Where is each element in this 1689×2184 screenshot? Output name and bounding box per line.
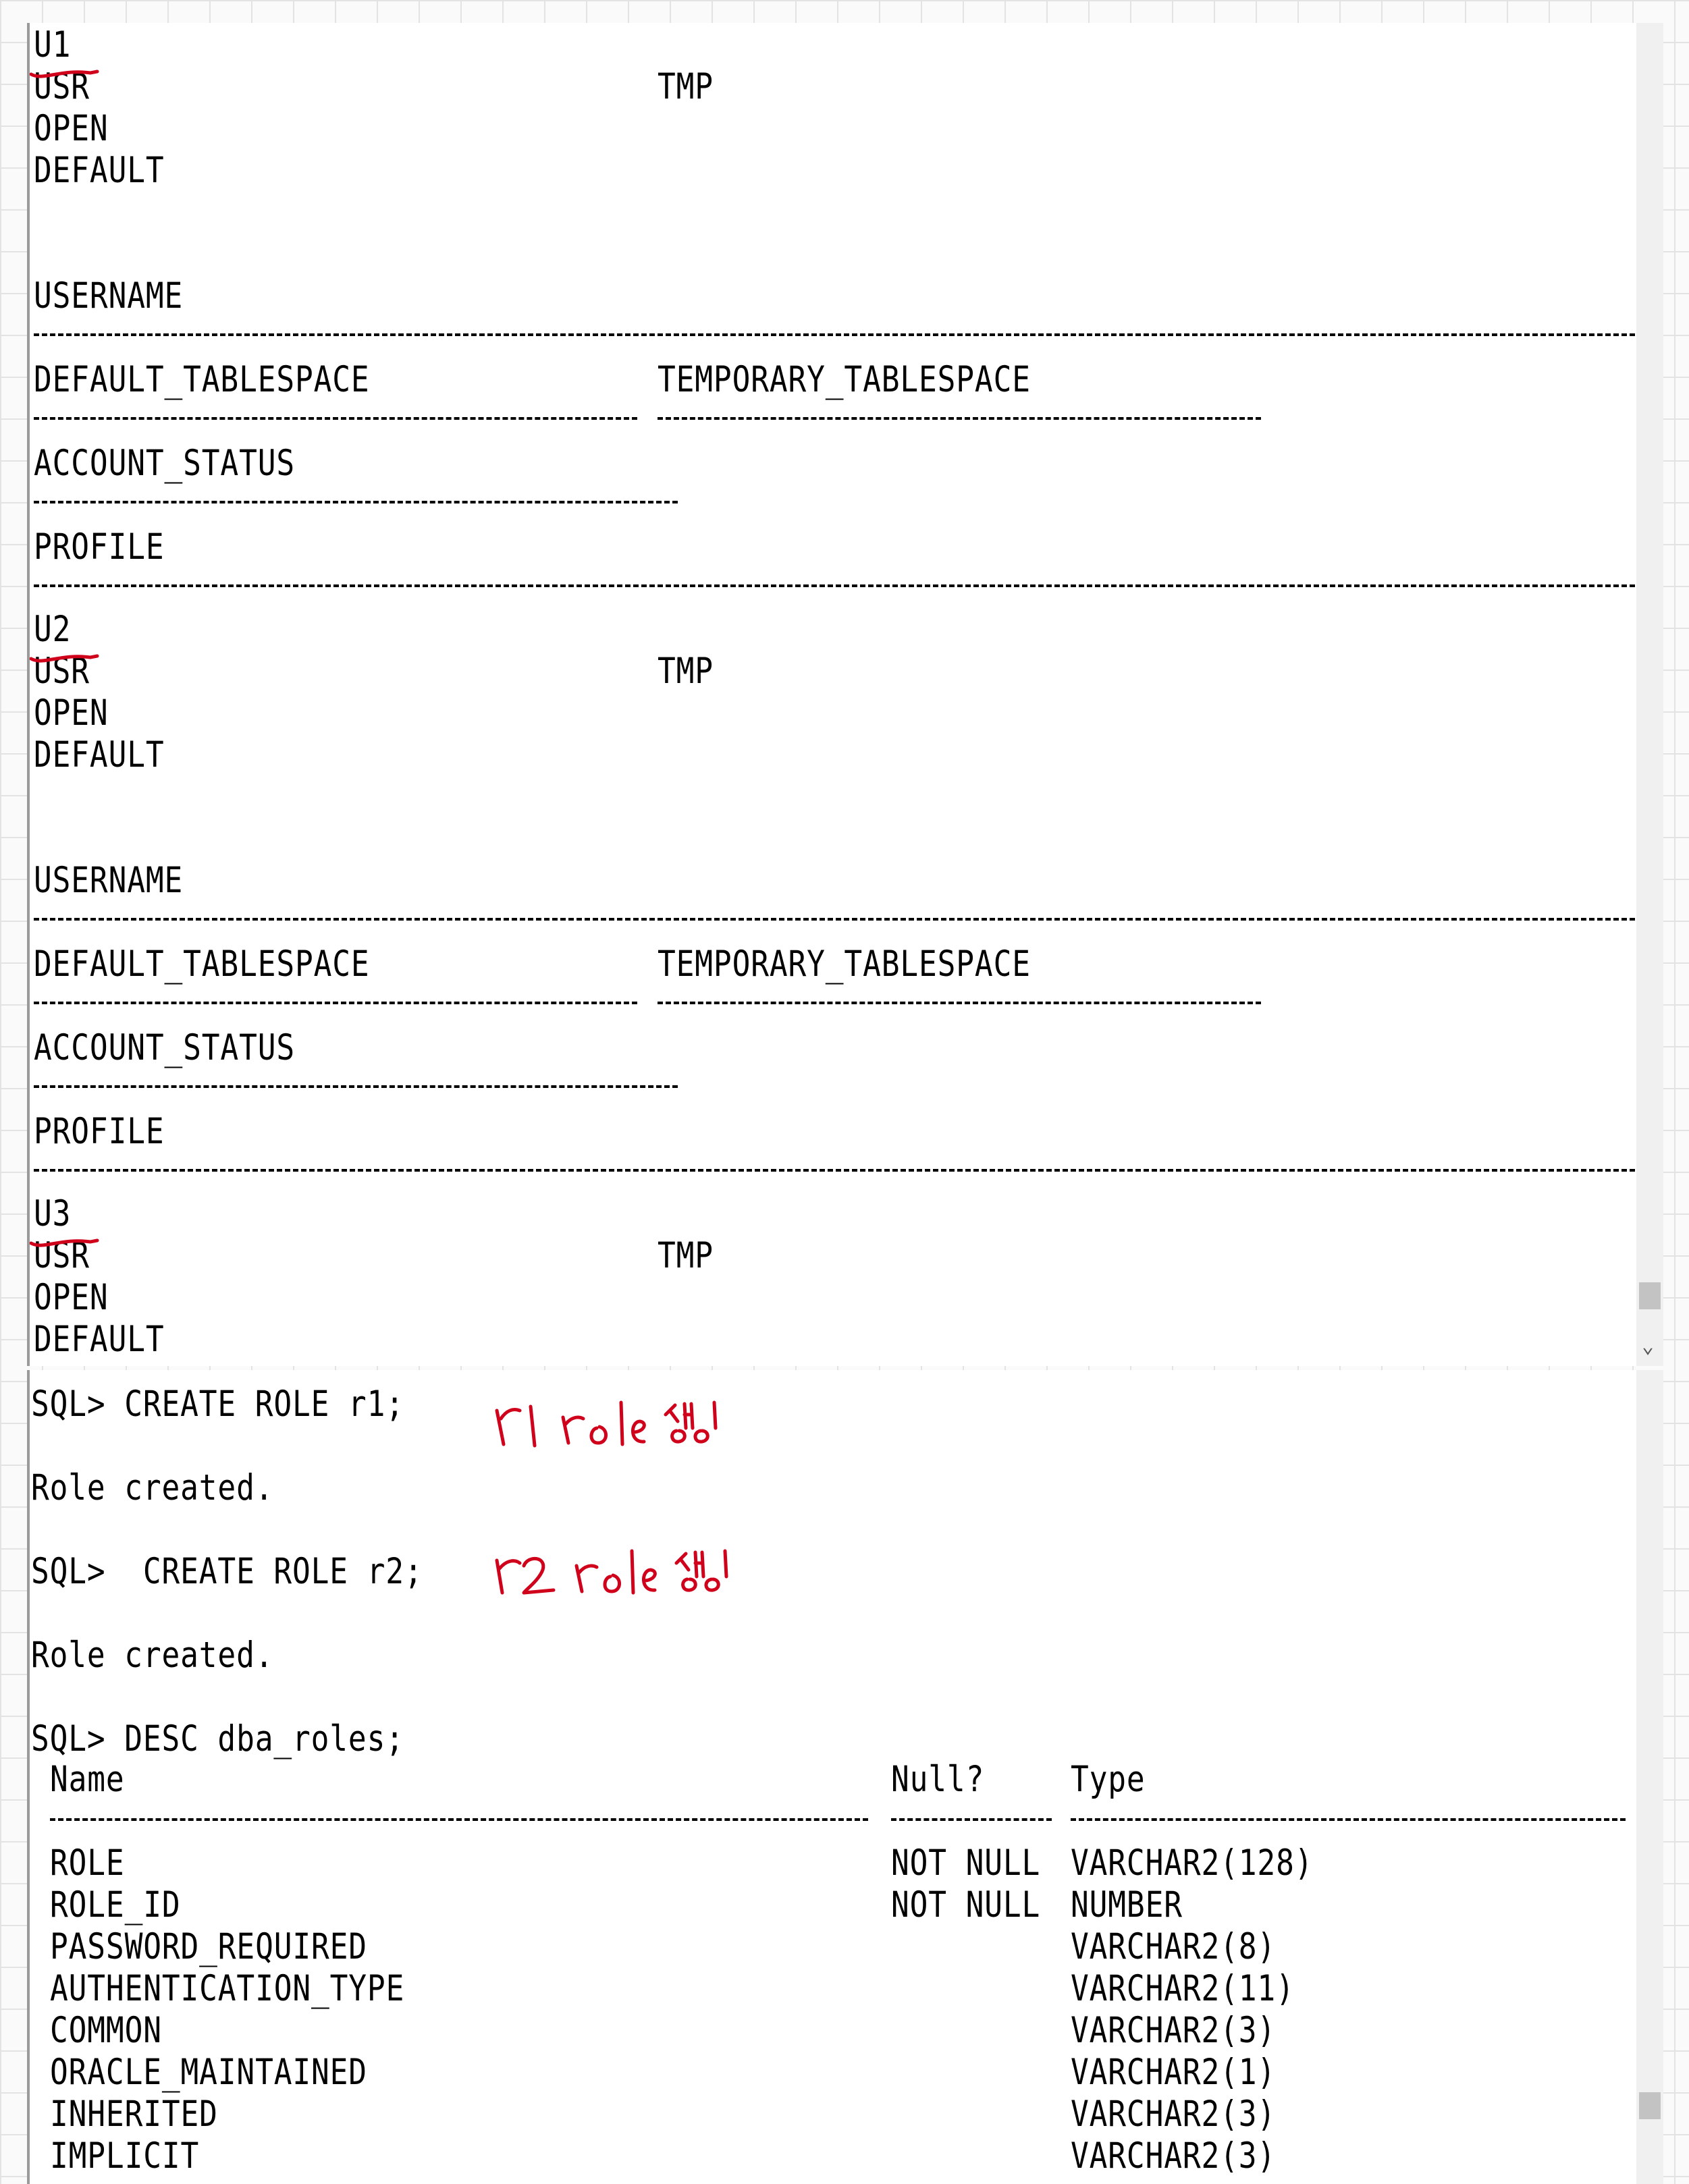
header-profile: PROFILE [34, 1111, 165, 1152]
row-username: U2 [34, 609, 72, 650]
row-account-status: OPEN [34, 692, 109, 734]
vertical-scrollbar[interactable] [1636, 23, 1663, 1366]
header-account-status: ACCOUNT_STATUS [34, 1027, 296, 1068]
row-default-tablespace: USR [34, 66, 90, 107]
row-profile: DEFAULT [34, 1319, 165, 1360]
sql-result: Role created. [31, 1467, 274, 1508]
desc-col-type: VARCHAR2(3) [1071, 2010, 1277, 2051]
row-temporary-tablespace: TMP [658, 651, 714, 692]
desc-col-name: PASSWORD_REQUIRED [50, 1926, 367, 1967]
desc-col-null: NOT NULL [891, 1842, 1041, 1884]
header-temporary-tablespace: TEMPORARY_TABLESPACE [658, 359, 1031, 400]
separator-line [34, 1085, 678, 1088]
desc-header-type: Type [1071, 1759, 1146, 1800]
sql-command: SQL> CREATE ROLE r1; [31, 1384, 404, 1425]
chevron-down-icon[interactable]: ⌄ [1642, 1334, 1655, 1358]
separator-line [658, 417, 1261, 420]
row-username: U1 [34, 24, 72, 65]
separator-line [34, 333, 1643, 336]
separator-line [658, 1002, 1261, 1004]
row-profile: DEFAULT [34, 150, 165, 191]
desc-col-name: ORACLE_MAINTAINED [50, 2052, 367, 2093]
header-username: USERNAME [34, 860, 184, 901]
header-default-tablespace: DEFAULT_TABLESPACE [34, 359, 370, 400]
header-default-tablespace: DEFAULT_TABLESPACE [34, 944, 370, 985]
desc-col-type: VARCHAR2(1) [1071, 2052, 1277, 2093]
header-temporary-tablespace: TEMPORARY_TABLESPACE [658, 944, 1031, 985]
sqlplus-output-bottom [27, 1370, 1663, 2184]
scrollbar-thumb[interactable] [1639, 2092, 1661, 2119]
header-account-status: ACCOUNT_STATUS [34, 443, 296, 484]
handwritten-underline [30, 65, 104, 85]
row-account-status: OPEN [34, 1277, 109, 1318]
desc-col-type: VARCHAR2(3) [1071, 2135, 1277, 2177]
sql-command: SQL> DESC dba_roles; [31, 1718, 404, 1759]
separator-line [34, 584, 1643, 587]
handwritten-annotation-r2 [489, 1539, 840, 1613]
row-profile: DEFAULT [34, 734, 165, 775]
row-temporary-tablespace: TMP [658, 66, 714, 107]
row-default-tablespace: USR [34, 1235, 90, 1276]
separator-line [34, 918, 1643, 921]
separator-line [34, 417, 637, 420]
separator-line [891, 1818, 1052, 1821]
separator-line [34, 1002, 637, 1004]
handwritten-underline [30, 649, 104, 670]
desc-col-type: VARCHAR2(8) [1071, 1926, 1277, 1967]
handwritten-annotation-r1 [489, 1390, 840, 1465]
separator-line [34, 1169, 1643, 1172]
annotation-text-r1 [745, 1397, 782, 1407]
desc-col-type: NUMBER [1071, 1884, 1183, 1926]
row-username: U3 [34, 1193, 72, 1234]
header-profile: PROFILE [34, 526, 165, 568]
desc-col-name: ROLE [50, 1842, 125, 1884]
sql-command: SQL> CREATE ROLE r2; [31, 1551, 423, 1592]
desc-col-name: COMMON [50, 2010, 162, 2051]
sqlplus-output-top [27, 23, 1663, 1366]
handwritten-underline [30, 1234, 104, 1254]
row-account-status: OPEN [34, 108, 109, 149]
separator-line [1071, 1818, 1626, 1821]
desc-header-null: Null? [891, 1759, 985, 1800]
desc-col-name: INHERITED [50, 2094, 218, 2135]
separator-line [50, 1818, 868, 1821]
desc-col-name: AUTHENTICATION_TYPE [50, 1968, 405, 2009]
desc-col-type: VARCHAR2(128) [1071, 1842, 1314, 1884]
desc-col-name: ROLE_ID [50, 1884, 181, 1926]
annotation-text-r2 [745, 1546, 782, 1556]
desc-col-type: VARCHAR2(11) [1071, 1968, 1295, 2009]
desc-col-type: VARCHAR2(3) [1071, 2094, 1277, 2135]
vertical-scrollbar[interactable] [1636, 1370, 1663, 2184]
separator-line [34, 501, 678, 503]
desc-header-name: Name [50, 1759, 125, 1800]
row-default-tablespace: USR [34, 651, 90, 692]
scrollbar-thumb[interactable] [1639, 1282, 1661, 1309]
sql-result: Role created. [31, 1635, 274, 1676]
desc-col-null: NOT NULL [891, 1884, 1041, 1926]
row-temporary-tablespace: TMP [658, 1235, 714, 1276]
desc-col-name: IMPLICIT [50, 2135, 200, 2177]
header-username: USERNAME [34, 275, 184, 317]
